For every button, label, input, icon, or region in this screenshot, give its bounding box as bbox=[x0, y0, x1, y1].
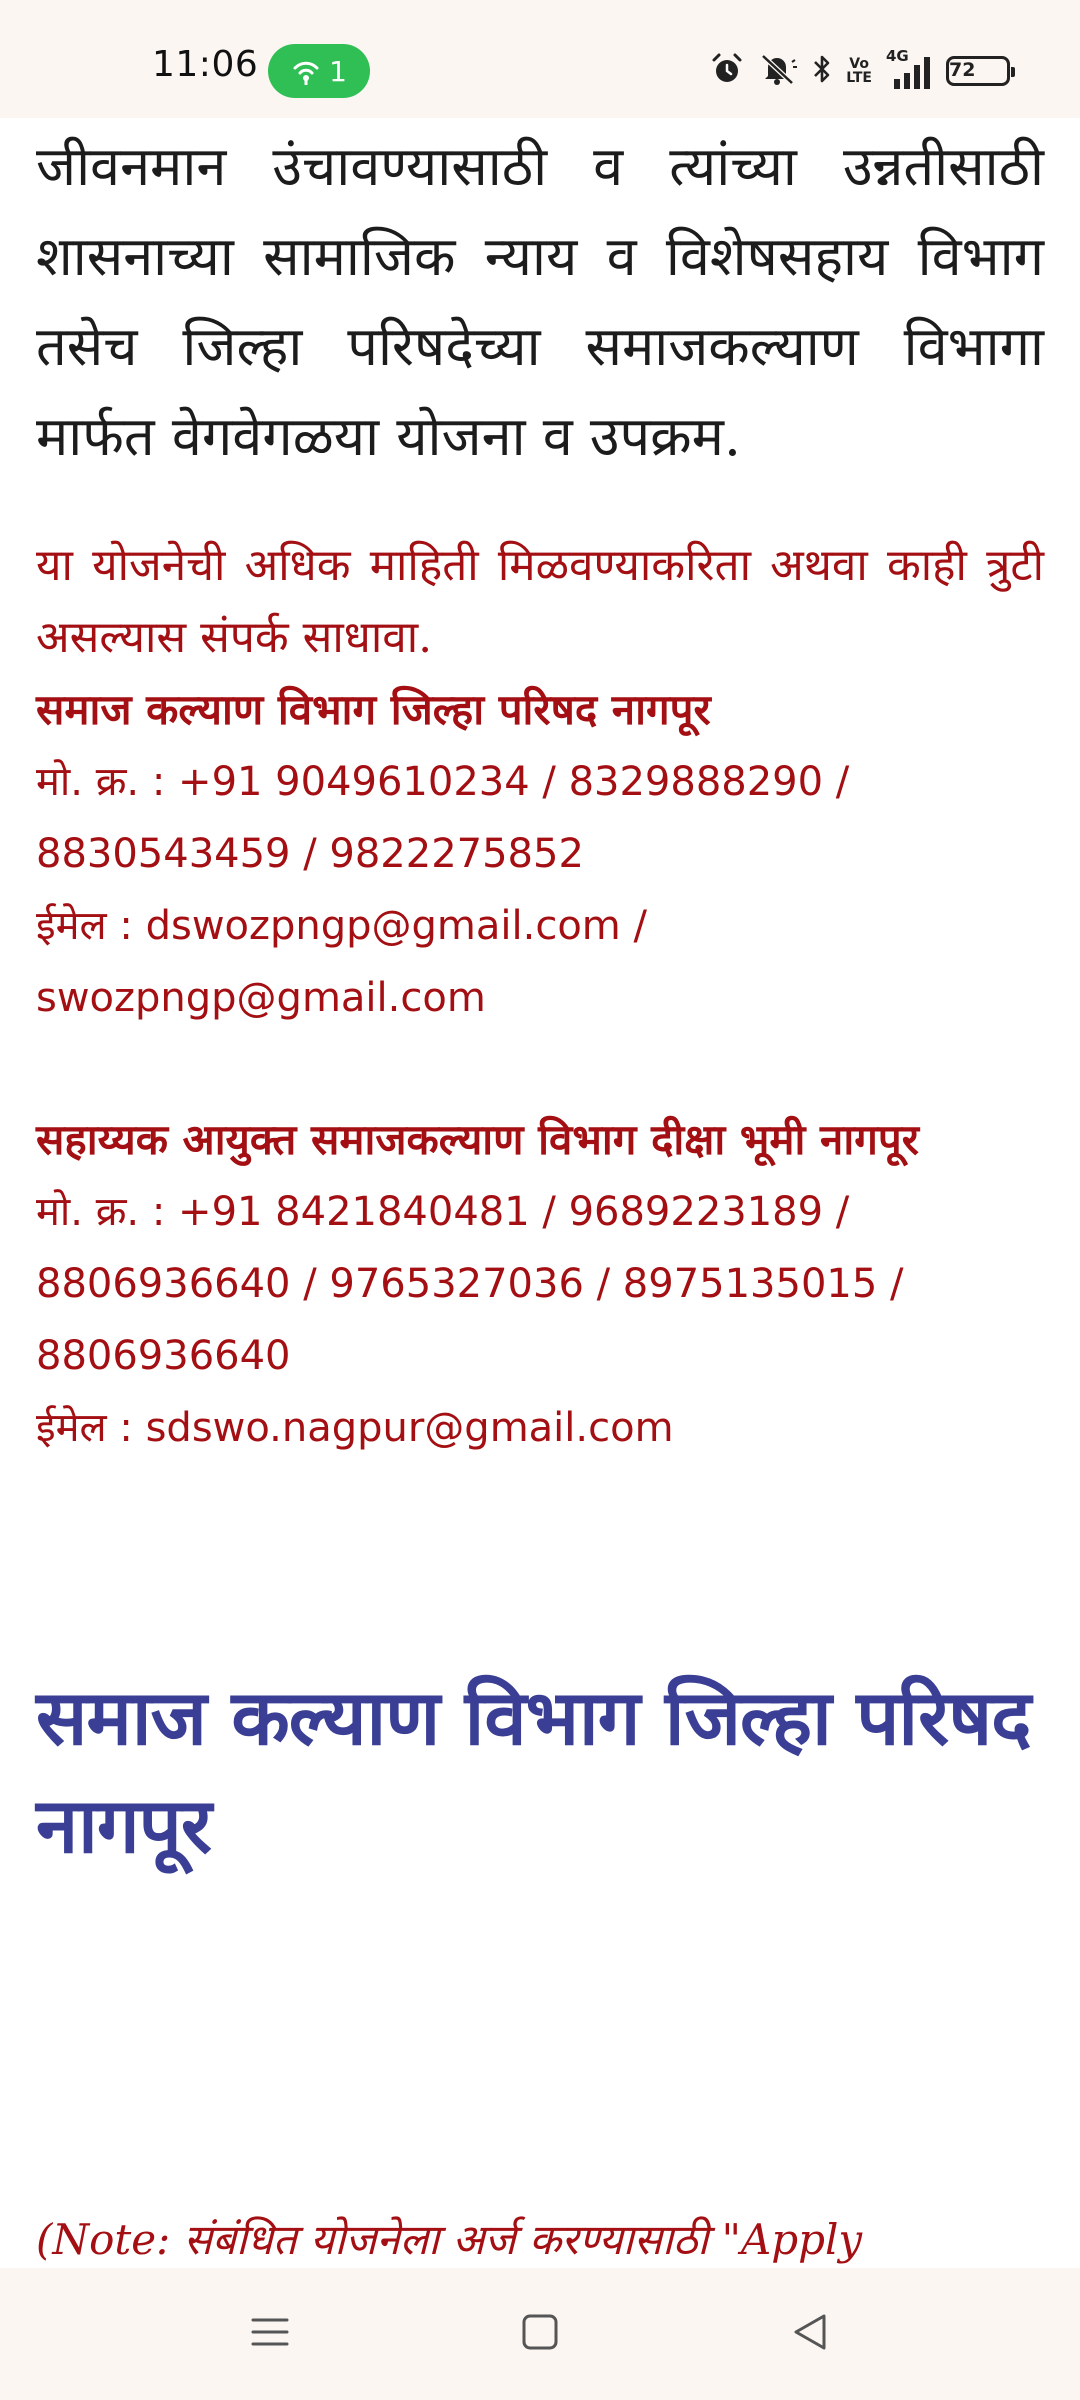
menu-icon bbox=[250, 2312, 290, 2356]
back-button[interactable] bbox=[780, 2304, 840, 2364]
spacer bbox=[36, 1034, 1044, 1104]
back-icon bbox=[790, 2312, 830, 2356]
phone-numbers-line[interactable]: 8806936640 / 9765327036 / 8975135015 / bbox=[36, 1261, 904, 1307]
phone-numbers-line[interactable]: मो. क्र. : +91 9049610234 / 8329888290 / bbox=[36, 759, 850, 805]
email-line[interactable]: ईमेल : dswozpngp@gmail.com / bbox=[36, 903, 647, 949]
menu-button[interactable] bbox=[240, 2304, 300, 2364]
phone-numbers-line[interactable]: 8806936640 bbox=[36, 1333, 291, 1379]
mute-icon bbox=[758, 52, 798, 90]
signal-icon bbox=[886, 47, 932, 91]
intro-paragraph: जीवनमान उंचावण्यासाठी व त्यांच्या उन्नतीसाठी शासनाच्या सामाजिक न्याय व विशेषसहाय विभाग तसेच जिल्हा परिषदेच्या समाजकल्याण विभागा मार्फत वेगवेगळया योजना व उपक्रम. bbox=[36, 135, 1044, 468]
hotspot-indicator[interactable] bbox=[268, 44, 370, 98]
email-line[interactable]: swozpngp@gmail.com bbox=[36, 975, 486, 1021]
contact-info-text: या योजनेची अधिक माहिती मिळवण्याकरिता अथवा काही त्रुटी असल्यास संपर्क साधावा. bbox=[36, 540, 1044, 663]
section-heading: समाज कल्याण विभाग जिल्हा परिषद नागपूर bbox=[36, 1673, 1031, 1870]
status-bar bbox=[0, 0, 1080, 118]
volte-bottom-label: LTE bbox=[846, 70, 872, 86]
battery-level: 72 bbox=[949, 59, 976, 81]
status-time: 11:06 bbox=[152, 44, 259, 85]
hotspot-count: 1 bbox=[329, 54, 347, 88]
network-type-label: 4G bbox=[886, 47, 909, 65]
navigation-bar bbox=[0, 2268, 1080, 2400]
note-text: (Note: संबंधित योजनेला अर्ज करण्यासाठी "Apply bbox=[36, 2215, 863, 2264]
battery-icon bbox=[946, 56, 1010, 86]
office-contact-block bbox=[36, 1104, 1044, 1464]
article-content bbox=[36, 118, 1044, 1880]
office-contact-block bbox=[36, 674, 1044, 1034]
volte-icon bbox=[846, 57, 872, 85]
wifi-hotspot-icon bbox=[291, 56, 321, 86]
status-icons bbox=[710, 48, 1010, 94]
email-line[interactable]: ईमेल : sdswo.nagpur@gmail.com bbox=[36, 1405, 674, 1451]
phone-numbers-line[interactable]: मो. क्र. : +91 8421840481 / 9689223189 / bbox=[36, 1189, 850, 1235]
home-icon bbox=[520, 2312, 560, 2356]
alarm-icon bbox=[710, 52, 744, 90]
bluetooth-icon bbox=[812, 52, 832, 90]
office-title: समाज कल्याण विभाग जिल्हा परिषद नागपूर bbox=[36, 685, 711, 734]
office-title: सहाय्यक आयुक्त समाजकल्याण विभाग दीक्षा भूमी नागपूर bbox=[36, 1115, 919, 1164]
home-button[interactable] bbox=[510, 2304, 570, 2364]
volte-top-label: Vo bbox=[849, 56, 869, 72]
phone-numbers-line[interactable]: 8830543459 / 9822275852 bbox=[36, 831, 584, 877]
